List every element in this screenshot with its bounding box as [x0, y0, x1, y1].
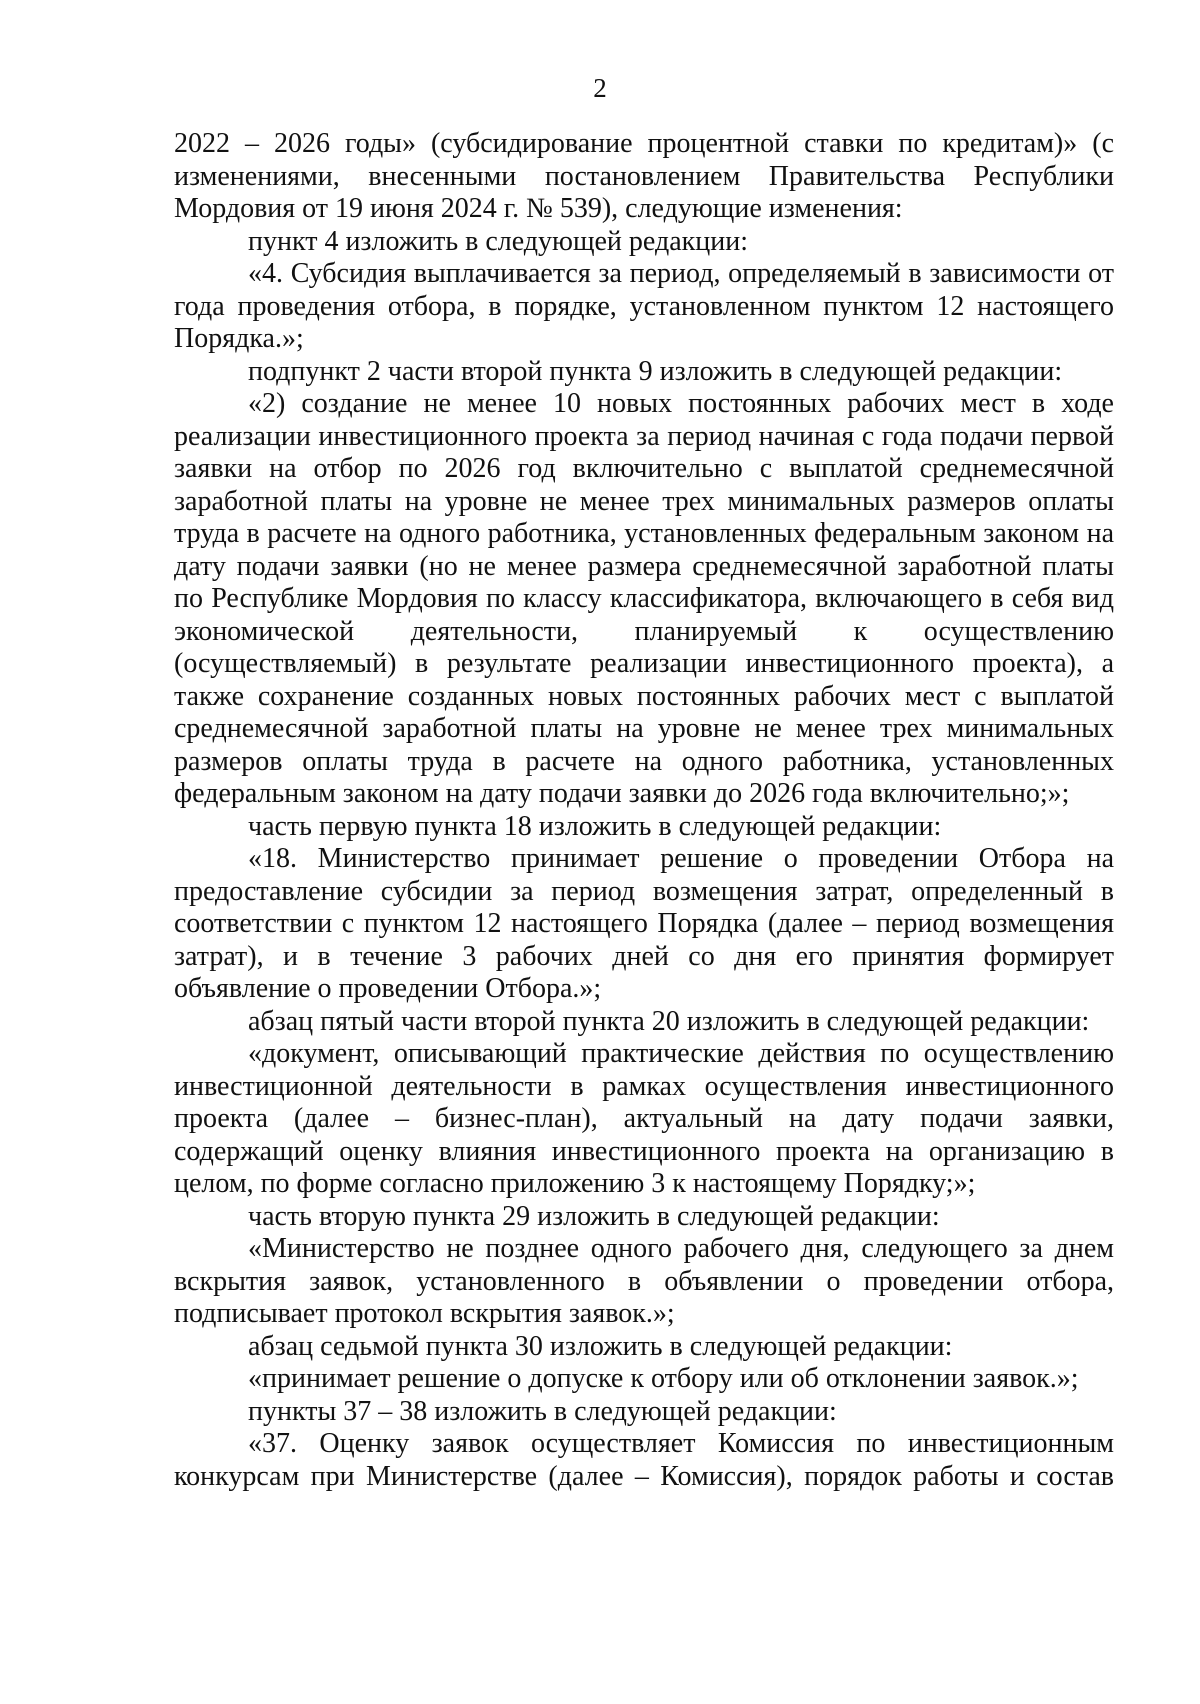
page-number: 2	[593, 73, 607, 103]
paragraph-instruction: пункты 37 – 38 изложить в следующей редакции:	[248, 1395, 837, 1427]
paragraph-instruction: часть первую пункта 18 изложить в следующей редакции:	[248, 810, 942, 842]
paragraph-amendment-text: «документ, описывающий практические действия по осуществлению инвестиционной деятельности в рамках осуществления инвестиционного проекта (далее – бизнес-план), актуальный на дату подачи заявки, содержащий оценку влияния инвестиционного проекта на организацию в целом, по форме согласно приложению 3 к настоящему Порядку;»;	[174, 1038, 1114, 1199]
paragraph-instruction: абзац пятый части второй пункта 20 изложить в следующей редакции:	[248, 1005, 1090, 1037]
paragraph-amendment-text: «18. Министерство принимает решение о проведении Отбора на предоставление субсидии за период возмещения затрат, определенный в соответствии с пунктом 12 настоящего Порядка (далее – период возмещения затрат), и в течение 3 рабочих дней со дня его принятия формирует объявление о проведении Отбора.»;	[174, 843, 1114, 1004]
paragraph-amendment-text: «принимает решение о допуске к отбору или об отклонении заявок.»;	[248, 1363, 1079, 1394]
paragraph-amendment-text: «2) создание не менее 10 новых постоянных рабочих мест в ходе реализации инвестиционного проекта за период начиная с года подачи первой заявки на отбор по 2026 год включительно с выплатой среднемесячной заработной платы на уровне не менее трех минимальных размеров оплаты труда в расчете на одного работника, установленных федеральным законом на дату подачи заявки (но не менее размера среднемесячной заработной платы по Республике Мордовия по классу классификатора, включающего в себя вид экономической деятельности, планируемый к осуществлению (осуществляемый) в результате реализации инвестиционного проекта), а также сохранение созданных новых постоянных рабочих мест с выплатой среднемесячной заработной платы на уровне не менее трех минимальных размеров оплаты труда в расчете на одного работника, установленных федеральным законом на дату подачи заявки до 2026 года включительно;»;	[174, 388, 1114, 809]
document-body	[174, 128, 1114, 1493]
paragraph-instruction: абзац седьмой пункта 30 изложить в следующей редакции:	[248, 1330, 953, 1362]
paragraph-instruction: подпункт 2 части второй пункта 9 изложить в следующей редакции:	[248, 355, 1063, 387]
paragraph-continuation: 2022 – 2026 годы» (субсидирование процентной ставки по кредитам)» (с изменениями, внесенными постановлением Правительства Республики Мордовия от 19 июня 2024 г. № 539), следующие изменения:	[174, 128, 1114, 224]
paragraph-instruction: пункт 4 изложить в следующей редакции:	[248, 225, 748, 257]
paragraph-amendment-text: «4. Субсидия выплачивается за период, определяемый в зависимости от года проведения отбора, в порядке, установленном пунктом 12 настоящего Порядка.»;	[174, 258, 1114, 354]
paragraph-amendment-text: «Министерство не позднее одного рабочего дня, следующего за днем вскрытия заявок, установленного в объявлении о проведении отбора, подписывает протокол вскрытия заявок.»;	[174, 1233, 1114, 1329]
paragraph-instruction: часть вторую пункта 29 изложить в следующей редакции:	[248, 1200, 940, 1232]
paragraph-amendment-text: «37. Оценку заявок осуществляет Комиссия по инвестиционным конкурсам при Министерстве (далее – Комиссия), порядок работы и состав	[174, 1428, 1114, 1492]
